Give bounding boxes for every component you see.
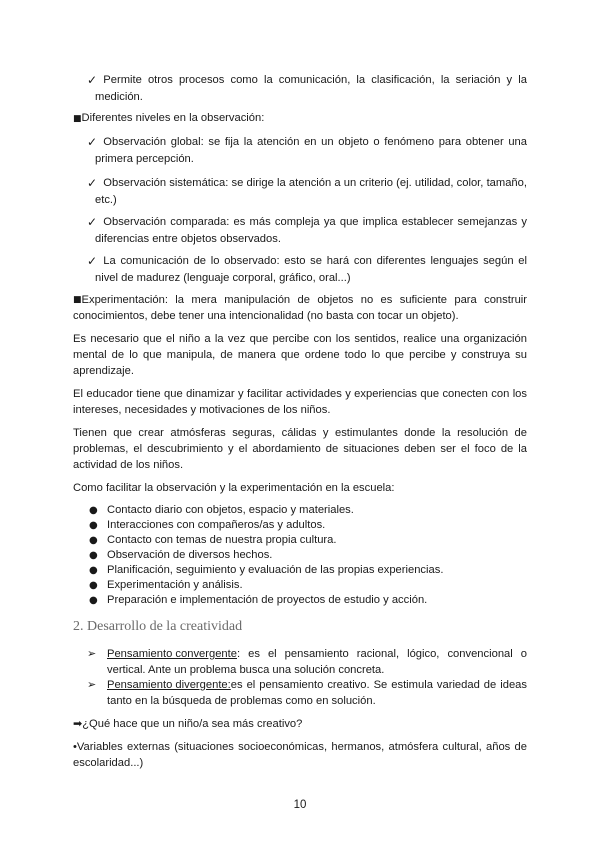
arrow-item-divergente: ➢ Pensamiento divergente: es el pensamiento creativo. Se estimula variedad de ideas tanto en la búsqueda de problemas como en solución. — [87, 678, 527, 707]
check-item-text: Permite otros procesos como la comunicación, la clasificación, la seriación y la — [103, 74, 527, 86]
paragraph-educador: El educador tiene que dinamizar y facilitar actividades y experiencias que conecten con los intereses, necesidades y motivaciones de los niños. — [73, 388, 527, 416]
bullet-dot-icon: ● — [89, 520, 98, 531]
list-item: ● Planificación, seguimiento y evaluación de las propias experiencias. — [89, 564, 444, 576]
right-arrow-icon: ➡ — [73, 717, 83, 730]
list-item: ● Contacto con temas de nuestra propia cultura. — [89, 534, 337, 546]
list-item: ● Observación de diversos hechos. — [89, 549, 273, 561]
check-item-global: ✓ Observación global: se fija la atención en un objeto o fenómeno para obtener una primera percepción. — [87, 135, 527, 165]
section-heading-creatividad: 2. Desarrollo de la creatividad — [73, 619, 243, 634]
list-item: ● Interacciones con compañeros/as y adultos. — [89, 519, 326, 531]
bullet-dot-icon: ● — [89, 505, 98, 516]
check-item-comunicacion: ✓ La comunicación de lo observado: esto se hará con diferentes lenguajes según el nivel de madurez (lenguaje corporal, gráfico, oral...) — [87, 254, 527, 284]
experimentacion-paragraph: ■ Experimentación: la mera manipulación de objetos no es suficiente para construir conocimientos, debe tener una intencionalidad (no basta con tocar un objeto). — [73, 294, 527, 322]
list-item: ● Experimentación y análisis. — [89, 579, 243, 591]
square-bullet-icon: ■ — [73, 114, 82, 124]
bullet-dot-icon: ● — [89, 565, 98, 576]
arrowhead-icon: ➢ — [87, 678, 97, 691]
bullet-dot-icon: ● — [89, 535, 98, 546]
checkmark-icon: ✓ — [87, 135, 98, 149]
check-item-sistematica: ✓ Observación sistemática: se dirige la atención a un criterio (ej. utilidad, color, tamaño, etc.) — [87, 176, 527, 206]
checkmark-icon: ✓ — [87, 215, 98, 229]
bullet-dot-icon: ● — [89, 595, 98, 606]
term-convergente: Pensamiento convergente — [107, 648, 237, 660]
bullet-dot-icon: ● — [89, 580, 98, 591]
paragraph-atmosferas: Tienen que crear atmósferas seguras, cálidas y estimulantes donde la resolución de problemas, el descubrimiento y el abordamiento de situaciones deben ser el foco de la actividad de los niños. — [73, 427, 527, 471]
square-bullet-icon: ■ — [73, 295, 82, 305]
small-bullet-icon: • — [73, 741, 77, 753]
checkmark-icon: ✓ — [87, 254, 98, 268]
facilitar-list — [73, 503, 527, 608]
list-item: ● Contacto diario con objetos, espacio y materiales. — [89, 504, 354, 516]
term-divergente: Pensamiento divergente: — [107, 679, 231, 691]
check-item-comparada: ✓ Observación comparada: es más compleja ya que implica establecer semejanzas y diferencias entre objetos observados. — [87, 215, 527, 245]
question-line: ➡¿Qué hace que un niño/a sea más creativo? — [73, 717, 303, 730]
list-item: ● Preparación e implementación de proyectos de estudio y acción. — [89, 594, 428, 606]
paragraph-como-facilitar: Como facilitar la observación y la experimentación en la escuela: — [73, 482, 395, 494]
bullet-dot-icon: ● — [89, 550, 98, 561]
page-number: 10 — [293, 799, 307, 811]
checkmark-icon: ✓ — [87, 176, 98, 190]
niveles-heading: ■Diferentes niveles en la observación: — [73, 112, 265, 124]
paragraph-organizacion: Es necesario que el niño a la vez que percibe con los sentidos, realice una organización mental de lo que manipula, de manera que ordene todo lo que percibe y construya su aprendizaje. — [73, 333, 527, 377]
check-item-text-cont: medición. — [95, 91, 143, 103]
arrowhead-icon: ➢ — [87, 647, 97, 660]
arrow-item-convergente: ➢ Pensamiento convergente : es el pensamiento racional, lógico, convencional o vertical. Ante un problema busca una solución concreta. — [87, 647, 527, 676]
variables-paragraph: •Variables externas (situaciones socioeconómicas, hermanos, atmósfera cultural, años de escolaridad...) — [73, 741, 527, 769]
check-item-procesos — [87, 72, 527, 105]
checkmark-icon: ✓ — [87, 73, 98, 87]
